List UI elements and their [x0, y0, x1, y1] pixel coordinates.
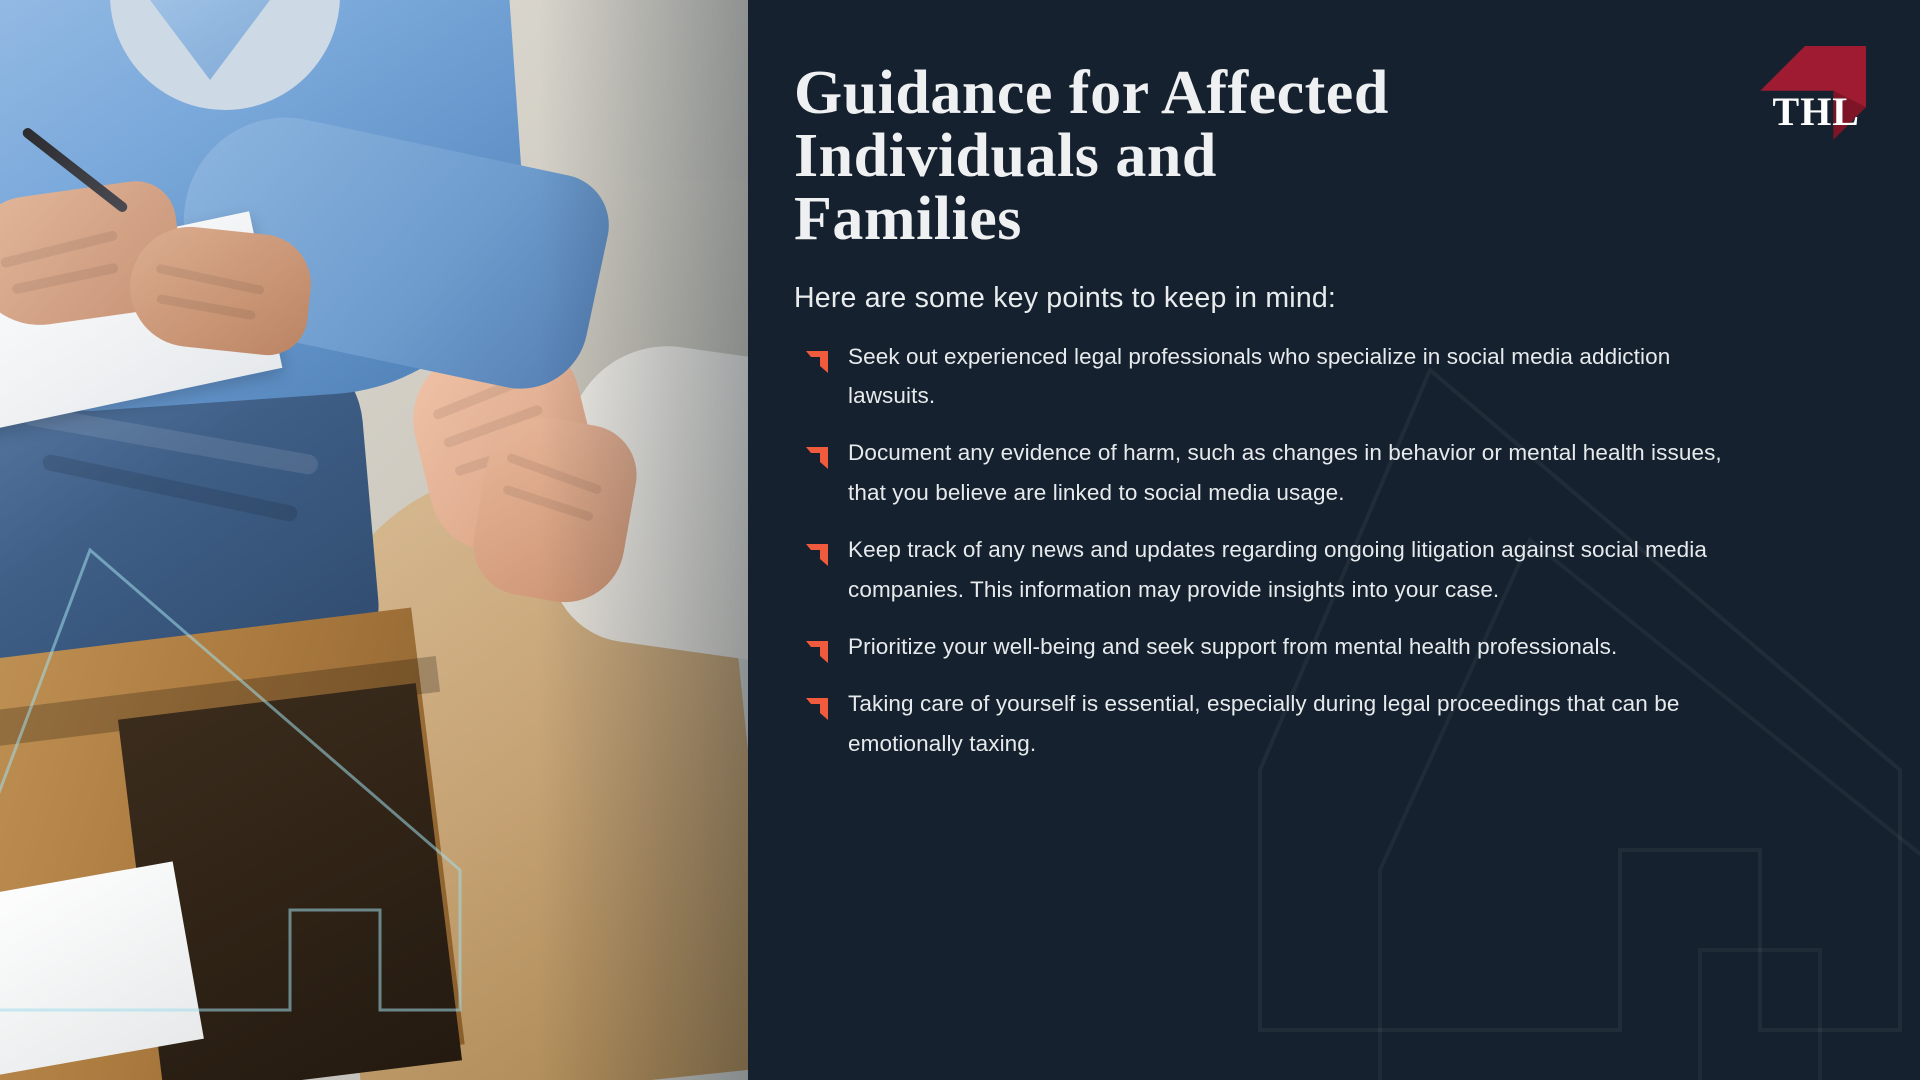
arrow-bullet-icon — [804, 542, 830, 568]
page-title: Guidance for Affected Individuals and Families — [794, 59, 1389, 254]
photo-edge-gradient — [0, 0, 748, 1080]
list-item-text: Seek out experienced legal professionals who specialize in social media addiction lawsuits. — [848, 343, 1671, 409]
arrow-bullet-icon — [804, 445, 830, 471]
arrow-bullet-icon — [804, 349, 830, 375]
list-item — [794, 433, 1728, 512]
key-points-list — [794, 337, 1860, 763]
list-item — [794, 627, 1728, 666]
arrow-bullet-icon — [804, 639, 830, 665]
list-item-text: Taking care of yourself is essential, especially during legal proceedings that can be emotionally taxing. — [848, 691, 1680, 756]
list-item-text: Prioritize your well-being and seek support from mental health professionals. — [848, 633, 1618, 659]
arrow-bullet-icon — [804, 696, 830, 722]
thl-logo-text: THL — [1772, 89, 1860, 134]
photo-panel — [0, 0, 748, 1080]
list-item — [794, 337, 1728, 416]
list-item — [794, 684, 1728, 763]
list-item-text: Document any evidence of harm, such as changes in behavior or mental health issues, that you believe are linked to social media usage. — [848, 440, 1722, 505]
content-panel — [748, 0, 1920, 1080]
list-item — [794, 530, 1728, 609]
page-subtitle: Here are some key points to keep in mind: — [794, 281, 1337, 314]
list-item-text: Keep track of any news and updates regarding ongoing litigation against social media companies. This information may provide insights into your case. — [848, 537, 1707, 602]
